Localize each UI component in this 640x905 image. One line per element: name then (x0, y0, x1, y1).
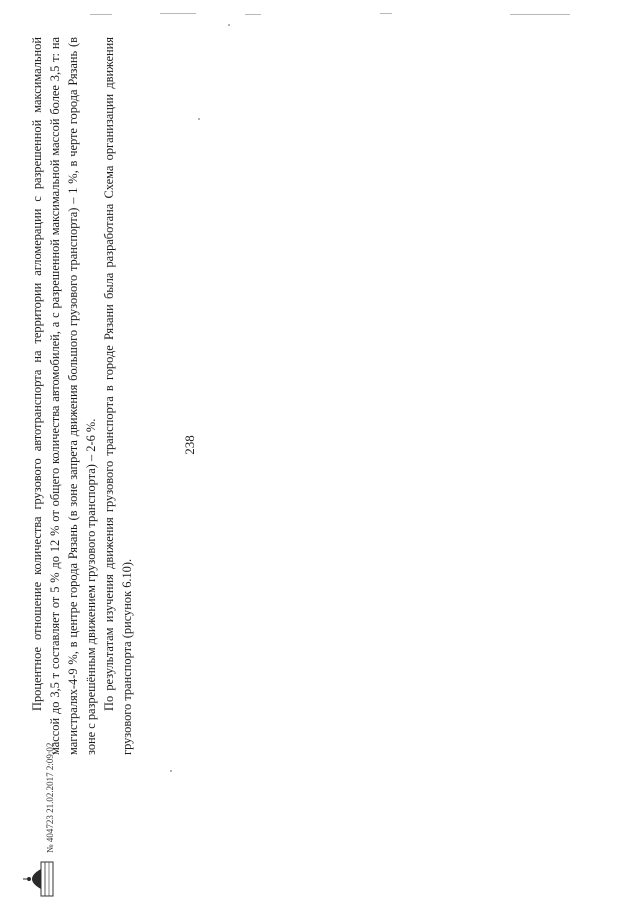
paragraph-research-results: По результатам изучения движения грузового транспорта в городе Рязани была разработана Схема организации движения грузового транспорта (рисунок 6.10). (102, 37, 134, 755)
library-stamp (20, 742, 56, 897)
scan-artifact (380, 13, 392, 14)
body-text (28, 37, 136, 755)
library-seal-icon (21, 861, 55, 897)
scan-artifact (90, 14, 112, 15)
scan-artifact (245, 14, 261, 15)
scan-artifact (198, 118, 200, 120)
paragraph-freight-share: Процентное отношение количества грузового автотранспорта на территории агломерации с разрешенной максимальной массой до 3,5 т составляет от 5 % до 12 % от общего количества автомобилей, а с разрешенной максимальной массой более 3,5 т: на магистралях-4-9 %, в центре города Рязань (в зоне запрета движения большого грузового транспорта) – 1 %, в черте города Рязань (в зоне с разрешённым движением грузового транспорта) – 2-6 %. (30, 37, 98, 755)
document-id-timestamp: № 404723 21.02.2017 2:09:02 (45, 742, 55, 853)
page-number: 238 (182, 435, 197, 455)
scan-artifact (160, 13, 196, 14)
scan-artifact (510, 14, 570, 15)
scan-artifact (170, 770, 172, 772)
scan-artifact (228, 24, 230, 26)
